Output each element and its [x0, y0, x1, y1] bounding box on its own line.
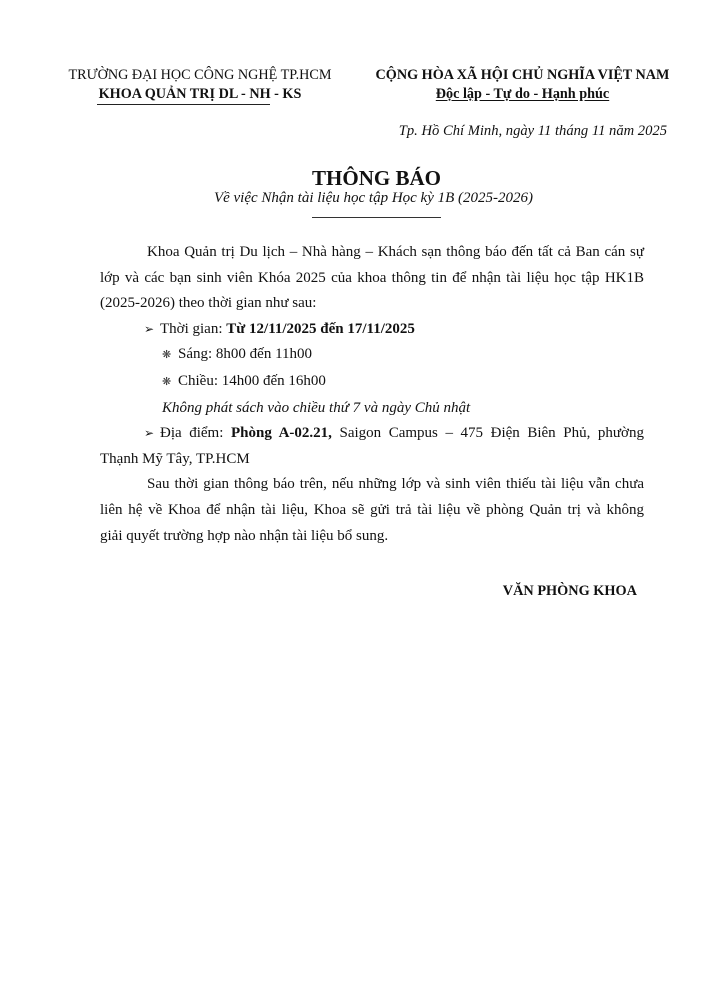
- national-motto: Độc lập - Tự do - Hạnh phúc: [435, 86, 610, 102]
- national-header: [360, 66, 685, 104]
- arrow-bullet-icon: ➢: [144, 321, 155, 336]
- schedule-note: Không phát sách vào chiều thứ 7 và ngày Chủ nhật: [162, 399, 471, 416]
- time-item: [100, 317, 644, 343]
- location-address: Saigon Campus – 475 Điện Biên Phủ, phường: [331, 425, 644, 442]
- time-label: Thời gian:: [160, 320, 227, 337]
- asterisk-bullet-icon: ❋: [162, 349, 172, 362]
- time-value: Từ 12/11/2025 đến 17/11/2025: [226, 320, 415, 337]
- arrow-bullet-icon: ➢: [144, 426, 155, 441]
- closing-line: Sau thời gian thông báo trên, nếu những lớp và sinh viên thiếu tài liệu vẫn chưa: [147, 476, 644, 493]
- time-slot-afternoon: [100, 369, 644, 396]
- university-name: TRƯỜNG ĐẠI HỌC CÔNG NGHỆ TP.HCM: [68, 67, 332, 83]
- location-item: [100, 421, 644, 447]
- time-slot-text: Chiều: 14h00 đến 16h00: [178, 372, 326, 389]
- time-slot-text: Sáng: 8h00 đến 11h00: [178, 346, 313, 363]
- place-date: Tp. Hồ Chí Minh, ngày 11 tháng 11 năm 2025: [398, 123, 667, 139]
- location-room: Phòng A-02.21,: [230, 425, 332, 442]
- asterisk-bullet-icon: ❋: [162, 375, 172, 388]
- document-subtitle: Về việc Nhận tài liệu học tập Học kỳ 1B (2025-2026): [213, 190, 534, 206]
- document-body: [100, 240, 644, 549]
- time-slot-morning: [100, 342, 644, 369]
- closing-line: giải quyết trường hợp nào nhận tài liệu bổ sung.: [100, 527, 389, 544]
- location-address-cont: Thạnh Mỹ Tây, TP.HCM: [100, 450, 250, 467]
- signature-block: VĂN PHÒNG KHOA: [502, 583, 637, 599]
- issuer-block: [50, 66, 350, 104]
- intro-line: Khoa Quản trị Du lịch – Nhà hàng – Khách sạn thông báo đến tất cả Ban cán sự: [147, 244, 644, 260]
- intro-line: (2025-2026) theo thời gian như sau:: [100, 295, 317, 312]
- department-name: KHOA QUẢN TRỊ DL - NH - KS: [98, 86, 302, 102]
- intro-line: lớp và các bạn sinh viên Khóa 2025 của khoa thông tin để nhận tài liệu học tập HK1B: [100, 269, 644, 286]
- issuer-divider: [97, 104, 270, 105]
- title-divider: [312, 217, 441, 218]
- document-title: THÔNG BÁO: [312, 166, 441, 190]
- location-label: Địa điểm:: [160, 425, 231, 442]
- country-name: CỘNG HÒA XÃ HỘI CHỦ NGHĨA VIỆT NAM: [375, 67, 670, 83]
- closing-line: liên hệ về Khoa để nhận tài liệu, Khoa sẽ gửi trả tài liệu về phòng Quản trị và không: [100, 501, 644, 518]
